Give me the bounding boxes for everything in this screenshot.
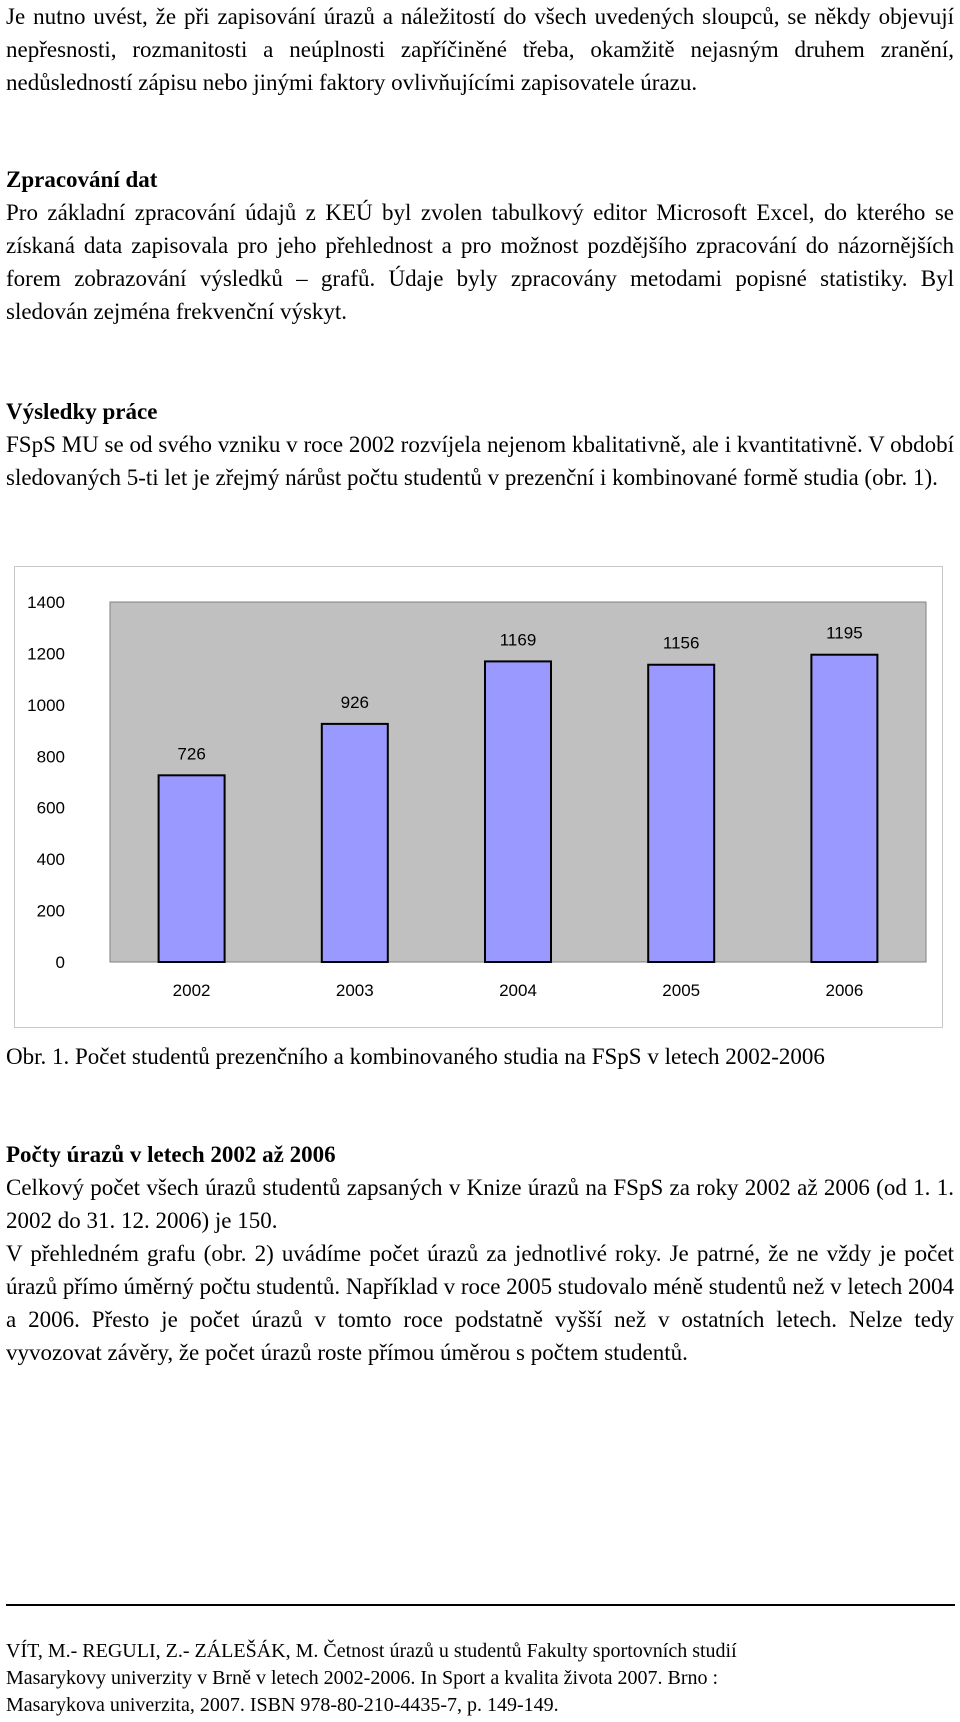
y-tick-label: 600 xyxy=(36,798,65,818)
bar-data-label: 926 xyxy=(340,692,369,712)
section-processing-paragraph: Pro základní zpracování údajů z KEÚ byl zvolen tabulkový editor Microsoft Excel, do kterého se získaná data zapisovala pro jeho přehlednost a pro možnost pozdějšího zpracování do názornějších forem zobrazování výsledků – grafů. Údaje byly zpracovány metodami popisné statistiky. Byl sledován zejména frekvenční výskyt. xyxy=(6,200,954,324)
x-tick-label: 2002 xyxy=(172,981,211,1000)
bar xyxy=(159,775,225,962)
y-tick-label: 200 xyxy=(36,901,65,921)
bar xyxy=(811,655,877,962)
section-processing-heading: Zpracování dat xyxy=(6,167,158,192)
section-results xyxy=(6,395,954,494)
figure-caption xyxy=(6,1040,954,1073)
citation-line-3: Masarykova univerzita, 2007. ISBN 978-80-210-4435-7, p. 149-149. xyxy=(6,1694,559,1716)
citation-footer xyxy=(6,1638,954,1719)
bar xyxy=(485,661,551,962)
students-bar-chart xyxy=(14,566,943,1028)
y-tick-label: 400 xyxy=(36,850,65,870)
section-injuries xyxy=(6,1138,954,1369)
citation-line-1: VÍT, M.- REGULI, Z.- ZÁLEŠÁK, M. Četnost úrazů u studentů Fakulty sportovních studií xyxy=(6,1640,737,1662)
x-tick-label: 2004 xyxy=(499,981,537,1000)
x-tick-label: 2006 xyxy=(825,981,864,1000)
section-injuries-paragraph-2: V přehledném grafu (obr. 2) uvádíme počet úrazů za jednotlivé roky. Je patrné, že ne vždy je počet úrazů přímo úměrný počtu studentů. Například v roce 2005 studovalo méně studentů než v letech 2004 a 2006. Přesto je počet úrazů v tomto roce podstatně vyšší než v ostatních letech. Nelze tedy vyvozovat závěry, že počet úrazů roste přímou úměrou s počtem studentů. xyxy=(6,1241,954,1365)
y-tick-label: 0 xyxy=(55,953,65,972)
x-tick-label: 2003 xyxy=(335,981,374,1000)
footer-divider xyxy=(6,1604,955,1606)
figure-caption-text: Obr. 1. Počet studentů prezenčního a kombinovaného studia na FSpS v letech 2002-2006 xyxy=(6,1044,825,1069)
section-processing xyxy=(6,163,954,328)
bar-data-label: 1156 xyxy=(662,633,700,653)
section-results-paragraph: FSpS MU se od svého vzniku v roce 2002 rozvíjela nejenom kbalitativně, ale i kvantitativně. V období sledovaných 5-ti let je zřejmý nárůst počtu studentů v prezenční i kombinované formě studia (obr. 1). xyxy=(6,432,954,490)
bar-data-label: 1195 xyxy=(826,623,863,643)
y-tick-label: 1000 xyxy=(27,695,65,715)
bar-data-label: 1169 xyxy=(499,630,537,650)
citation-line-2: Masarykovy univerzity v Brně v letech 2002-2006. In Sport a kvalita života 2007. Brno : xyxy=(6,1667,719,1689)
chart-svg xyxy=(15,567,942,1027)
section-injuries-paragraph-1: Celkový počet všech úrazů studentů zapsaných v Knize úrazů na FSpS za roky 2002 až 2006 (od 1. 1. 2002 do 31. 12. 2006) je 150. xyxy=(6,1175,954,1233)
intro-paragraph: Je nutno uvést, že při zapisování úrazů a náležitostí do všech uvedených sloupců, se někdy objevují nepřesnosti, rozmanitosti a neúplnosti zapříčiněné třeba, okamžitě nejasným druhem zranění, nedůsledností zápisu nebo jinými faktory ovlivňujícími zapisovatele úrazu. xyxy=(6,4,954,95)
section-injuries-heading: Počty úrazů v letech 2002 až 2006 xyxy=(6,1142,336,1167)
section-results-heading: Výsledky práce xyxy=(6,399,158,424)
bar xyxy=(322,724,388,962)
bar-data-label: 726 xyxy=(177,744,206,764)
y-tick-label: 800 xyxy=(36,747,65,767)
y-tick-label: 1400 xyxy=(27,593,65,612)
bar xyxy=(648,665,714,962)
y-tick-label: 1200 xyxy=(27,644,65,664)
x-tick-label: 2005 xyxy=(662,981,701,1000)
